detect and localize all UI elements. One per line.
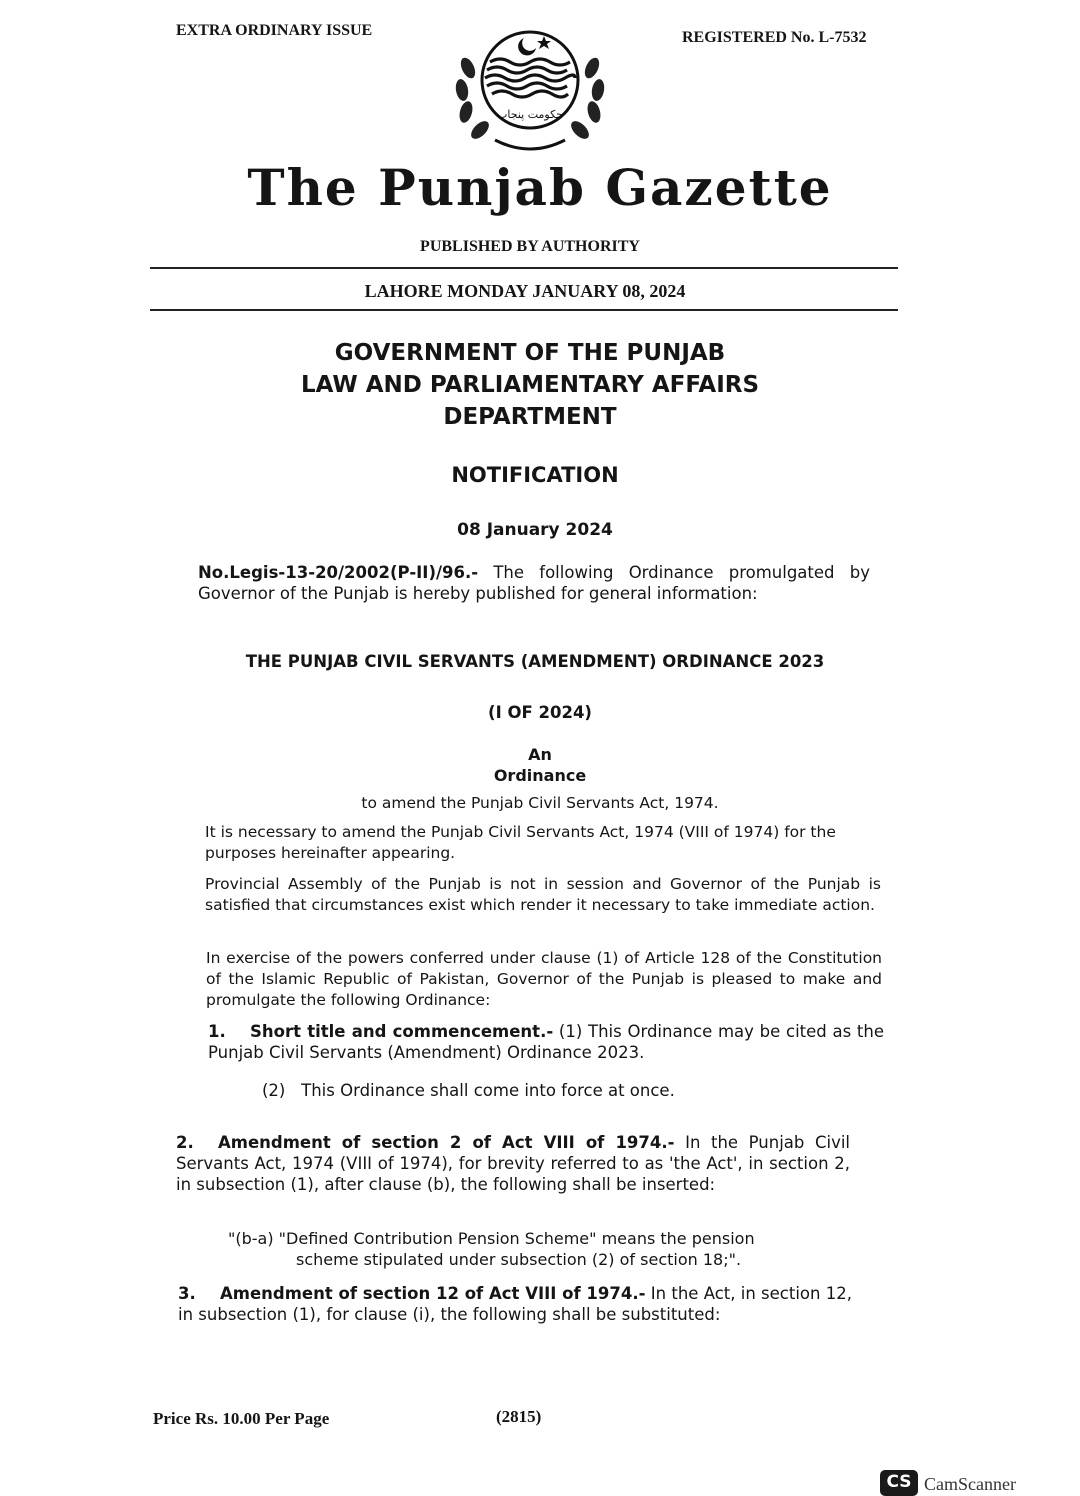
ordinance-label	[460, 744, 620, 786]
punjab-emblem-icon	[440, 18, 620, 158]
department-line-3: DEPARTMENT	[443, 404, 617, 430]
section-3-text: In the Act, in section 12, in subsection (1), for clause (i), the following shall be substituted:	[178, 1284, 852, 1324]
section-2-number: 2.	[176, 1133, 194, 1152]
section-2-text: In the Punjab Civil Servants Act, 1974 (VIII of 1974), for brevity referred to as 'the Act', in section 2, in subsection (1), after clause (b), the following shall be inserted:	[176, 1133, 851, 1194]
emblem-caption: حکومت پنجاب	[497, 108, 563, 121]
notification-heading: NOTIFICATION	[451, 463, 619, 487]
notification-number: No.Legis-13-20/2002(P-II)/96.-	[198, 563, 479, 582]
preamble-paragraph-2: Provincial Assembly of the Punjab is not in session and Governor of the Punjab is satisfied that circumstances exist which render it necessary to take immediate action.	[205, 875, 881, 914]
section-3-heading: Amendment of section 12 of Act VIII of 1974.-	[220, 1284, 646, 1303]
ordinance-purpose: to amend the Punjab Civil Servants Act, 1974.	[361, 794, 719, 812]
an-label: An	[528, 745, 552, 764]
insertion-line-1: "(b-a) "Defined Contribution Pension Scheme" means the pension	[228, 1229, 755, 1248]
camscanner-watermark: CamScanner	[924, 1474, 1016, 1494]
ordinance-number: (I OF 2024)	[488, 703, 592, 722]
price-per-page: Price Rs. 10.00 Per Page	[153, 1409, 330, 1428]
section-3-number: 3.	[178, 1284, 196, 1303]
published-by-authority: PUBLISHED BY AUTHORITY	[420, 238, 640, 255]
page-number: (2815)	[496, 1407, 542, 1426]
camscanner-logo-icon: CS	[880, 1470, 918, 1496]
gazette-masthead: The Punjab Gazette	[247, 158, 833, 217]
section-1-heading: Short title and commencement.-	[250, 1022, 554, 1041]
divider-top	[150, 267, 898, 269]
insertion-line-2: scheme stipulated under subsection (2) of section 18;".	[296, 1250, 742, 1269]
section-2	[176, 1132, 850, 1195]
notification-date: 08 January 2024	[457, 520, 613, 540]
subsection-text: This Ordinance shall come into force at once.	[301, 1081, 675, 1100]
section-1-text: (1) This Ordinance may be cited as the Punjab Civil Servants (Amendment) Ordinance 2023.	[208, 1022, 884, 1062]
preamble-paragraph-1: It is necessary to amend the Punjab Civil Servants Act, 1974 (VIII of 1974) for the purposes hereinafter appearing.	[205, 823, 836, 862]
department-line-2: LAW AND PARLIAMENTARY AFFAIRS	[300, 372, 760, 398]
section-1	[208, 1021, 884, 1063]
registration-number: REGISTERED No. L-7532	[682, 29, 867, 46]
section-2-heading: Amendment of section 2 of Act VIII of 1974.-	[218, 1133, 675, 1152]
ordinance-word: Ordinance	[493, 766, 587, 785]
subsection-number: (2)	[262, 1081, 286, 1100]
notification-intro	[198, 562, 870, 604]
section-3	[178, 1283, 852, 1325]
divider-bottom	[150, 309, 898, 311]
department-line-1: GOVERNMENT OF THE PUNJAB	[334, 340, 726, 366]
place-date-line: LAHORE MONDAY JANUARY 08, 2024	[364, 281, 686, 301]
issue-label: EXTRA ORDINARY ISSUE	[176, 22, 373, 39]
notification-intro-text: The following Ordinance promulgated by Governor of the Punjab is hereby published for general information:	[198, 563, 870, 603]
section-1-subsection-2	[262, 1080, 862, 1101]
ordinance-title: THE PUNJAB CIVIL SERVANTS (AMENDMENT) ORDINANCE 2023	[245, 652, 825, 671]
section-2-insertion	[228, 1228, 848, 1270]
section-1-number: 1.	[208, 1022, 226, 1041]
preamble-paragraph-3: In exercise of the powers conferred under clause (1) of Article 128 of the Constitution of the Islamic Republic of Pakistan, Governor of the Punjab is pleased to make and promulgate the following Ordinance:	[206, 949, 882, 1009]
